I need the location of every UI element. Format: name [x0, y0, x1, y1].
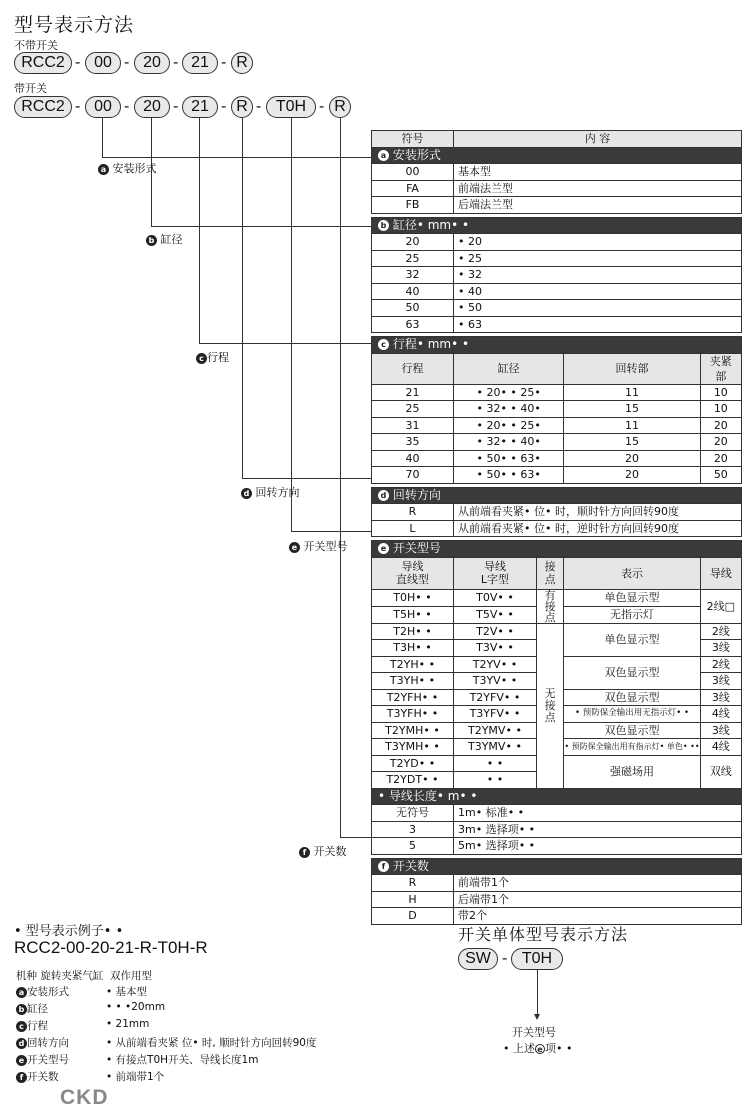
table-row: FB 后端法兰型	[372, 197, 742, 214]
table-row: 21 • 20• • 25• 11 10	[372, 384, 742, 401]
dash: -	[75, 54, 81, 71]
connector-line	[340, 118, 341, 838]
table-row: L 从前端看夹紧• 位• 时，逆时针方向回转90度	[372, 520, 742, 537]
connector-line	[242, 478, 372, 479]
spec-table: 符号 内 容 a 安装形式 00 基本型 FA 前端法兰型 FB 后端法兰型 b 缸径• mm• • 20 • 20 25 • 25 32 • 32 40 • 40 50 • 50 63 • 63 c 行程• mm• • 行程 缸径 回转部 夹紧部 21 • 20• • 25• 11 10 25 • 32• • 40• 15 10 31 • 20• • 25• 11 20 35 • 32• • 40• 15 20 40 • 50• • 63• 20 20 70 • 50• • 63• 20 50 d 回转方向 R 从前端看夹紧• 位• 时，顺时针方向回转90度 L 从前端看夹紧• 位• 时，逆时针方向回转90度 e 开关型号 导线 直线型 导线 L字型 接 点 表示 导线 T0H• • T0V• • 有 接 点 单色显示型 2线□ T5H• • T5V• • 无指示灯 T2H• • T2V• • 无 接 点 单色显示型 2线 T3H• • T3V• • 3线 T2YH• • T2YV• • 双色显示型 2线 T3YH• • T3YV• • 3线 T2YFH• • T2YFV• • 双色显示型 3线 T3YFH• • T3YFV• • • 预防保全输出用无指示灯• • 4线 T2YMH• • T2YMV• • 双色显示型 3线 T3YMH• • T3YMV• • • 预防保全输出用有指示灯• 单色• •• 4线 T2YD• • • • 强磁场用 双线 T2YDT• • • • • 导线长度• m• • 无符号 1m• 标准• • 3 3m• 选择项• • 5 5m• 选择项• • f 开关数 R 前端带1个 H 后端带1个 D 带2个	[371, 130, 742, 925]
table-row: T3YMH• • T3YMV• • • 预防保全输出用有指示灯• 单色• •• 4线	[372, 739, 742, 756]
branch-label-a: a 安装形式	[98, 160, 157, 176]
dash: -	[124, 54, 130, 71]
example-code: RCC2-00-20-21-R-T0H-R	[14, 938, 208, 957]
table-row: 25 • 25	[372, 250, 742, 267]
code-bore: 20	[134, 52, 170, 74]
code-mount: 00	[85, 52, 121, 74]
dash: -	[502, 950, 508, 967]
dash: -	[319, 98, 325, 115]
section-header-f: f 开关数	[372, 858, 742, 875]
connector-line	[102, 157, 372, 158]
single-note-2: • 上述 e 项• •	[503, 1042, 573, 1055]
code-stroke: 21	[182, 52, 218, 74]
connector-line	[199, 343, 372, 344]
dash: -	[256, 98, 262, 115]
example-item-e: e 开关型号	[16, 1052, 69, 1067]
table-row: 31 • 20• • 25• 11 20	[372, 417, 742, 434]
table-row: T0H• • T0V• • 有 接 点 单色显示型 2线□	[372, 589, 742, 606]
example-value-f: • 前端带1个	[106, 1071, 165, 1083]
table-row: 3 3m• 选择项• •	[372, 821, 742, 838]
table-row: 50 • 50	[372, 300, 742, 317]
example-item-b: b 缸径	[16, 1001, 48, 1016]
table-row: T2YD• • • • 强磁场用 双线	[372, 755, 742, 772]
without-switch-label: 不带开关	[14, 39, 58, 52]
brand-logo: CKD	[60, 1086, 109, 1109]
single-title: 开关单体型号表示方法	[458, 925, 629, 944]
branch-label-d: d 回转方向	[241, 484, 300, 500]
dash: -	[173, 54, 179, 71]
table-row: T2H• • T2V• • 无 接 点 单色显示型 2线	[372, 623, 742, 640]
code-direction: R	[231, 52, 253, 74]
code-switch-count: R	[329, 96, 351, 118]
table-row: R 从前端看夹紧• 位• 时，顺时针方向回转90度	[372, 504, 742, 521]
table-row: T3H• • T3V• • 3线	[372, 640, 742, 657]
code-series: RCC2	[14, 52, 72, 74]
code-bore: 20	[134, 96, 170, 118]
connector-line	[199, 118, 200, 344]
table-row: T3YFH• • T3YFV• • • 预防保全输出用无指示灯• • 4线	[372, 706, 742, 723]
table-row: T2YMH• • T2YMV• • 双色显示型 3线	[372, 722, 742, 739]
table-row: 00 基本型	[372, 164, 742, 181]
table-row: 40 • 50• • 63• 20 20	[372, 450, 742, 467]
arrow-icon	[534, 1014, 540, 1020]
branch-label-c: c 行程	[196, 349, 229, 365]
code-mount: 00	[85, 96, 121, 118]
table-row: 40 • 40	[372, 283, 742, 300]
example-value-d: • 从前端看夹紧 位• 时, 顺时针方向回转90度	[106, 1037, 317, 1049]
table-row: 5 5m• 选择项• •	[372, 838, 742, 855]
table-row: 35 • 32• • 40• 15 20	[372, 434, 742, 451]
table-row: 63 • 63	[372, 316, 742, 333]
example-item-f: f 开关数	[16, 1069, 59, 1084]
code-switch: T0H	[266, 96, 316, 118]
table-row: 70 • 50• • 63• 20 50	[372, 467, 742, 484]
code-stroke: 21	[182, 96, 218, 118]
dash: -	[173, 98, 179, 115]
section-header-b: b 缸径• mm• •	[372, 217, 742, 234]
dash: -	[221, 98, 227, 115]
table-row: R 前端带1个	[372, 875, 742, 892]
section-header-c: c 行程• mm• •	[372, 337, 742, 354]
code-series: RCC2	[14, 96, 72, 118]
table-row: 20 • 20	[372, 234, 742, 251]
table-row: 32 • 32	[372, 267, 742, 284]
example-title: • 型号表示例子• •	[14, 924, 124, 939]
connector-line	[102, 118, 103, 158]
dash: -	[124, 98, 130, 115]
example-value-e: • 有接点T0H开关、导线长度1m	[106, 1054, 259, 1066]
single-note-1: 开关型号	[512, 1026, 556, 1039]
section-header-e: e 开关型号	[372, 541, 742, 558]
connector-line	[151, 226, 372, 227]
code-sw-model: T0H	[511, 948, 563, 970]
section-header-d: d 回转方向	[372, 487, 742, 504]
table-row: T3YH• • T3YV• • 3线	[372, 673, 742, 690]
table-row: T5H• • T5V• • 无指示灯	[372, 606, 742, 623]
branch-label-b: b 缸径	[146, 231, 183, 247]
section-header-lead: • 导线长度• m• •	[372, 788, 742, 805]
table-row: H 后端带1个	[372, 891, 742, 908]
section-header-a: a 安装形式	[372, 147, 742, 164]
example-model-line: 机种 旋转夹紧气缸 双作用型	[16, 970, 153, 982]
col-content: 内 容	[454, 131, 742, 148]
table-row: T2YFH• • T2YFV• • 双色显示型 3线	[372, 689, 742, 706]
example-value-a: • 基本型	[106, 986, 148, 998]
code-sw: SW	[458, 948, 498, 970]
branch-label-e: e 开关型号	[289, 538, 348, 554]
table-row: D 带2个	[372, 908, 742, 925]
example-value-b: • • •20mm	[106, 1001, 166, 1013]
example-value-c: • 21mm	[106, 1018, 150, 1030]
connector-line	[242, 118, 243, 479]
connector-line	[291, 531, 372, 532]
connector-line	[291, 118, 292, 531]
page-title: 型号表示方法	[14, 14, 135, 36]
with-switch-label: 带开关	[14, 82, 47, 95]
connector-line	[340, 837, 372, 838]
dash: -	[75, 98, 81, 115]
branch-label-f: f 开关数	[299, 843, 347, 859]
connector-line	[537, 970, 538, 1016]
table-row: 25 • 32• • 40• 15 10	[372, 401, 742, 418]
table-row: FA 前端法兰型	[372, 180, 742, 197]
example-item-a: a 安装形式	[16, 984, 69, 999]
table-row: 无符号 1m• 标准• •	[372, 805, 742, 822]
dash: -	[221, 54, 227, 71]
example-item-c: c 行程	[16, 1018, 48, 1033]
table-row: T2YDT• • • •	[372, 772, 742, 789]
table-row: T2YH• • T2YV• • 双色显示型 2线	[372, 656, 742, 673]
col-symbol: 符号	[372, 131, 454, 148]
code-direction: R	[231, 96, 253, 118]
example-item-d: d 回转方向	[16, 1035, 69, 1050]
